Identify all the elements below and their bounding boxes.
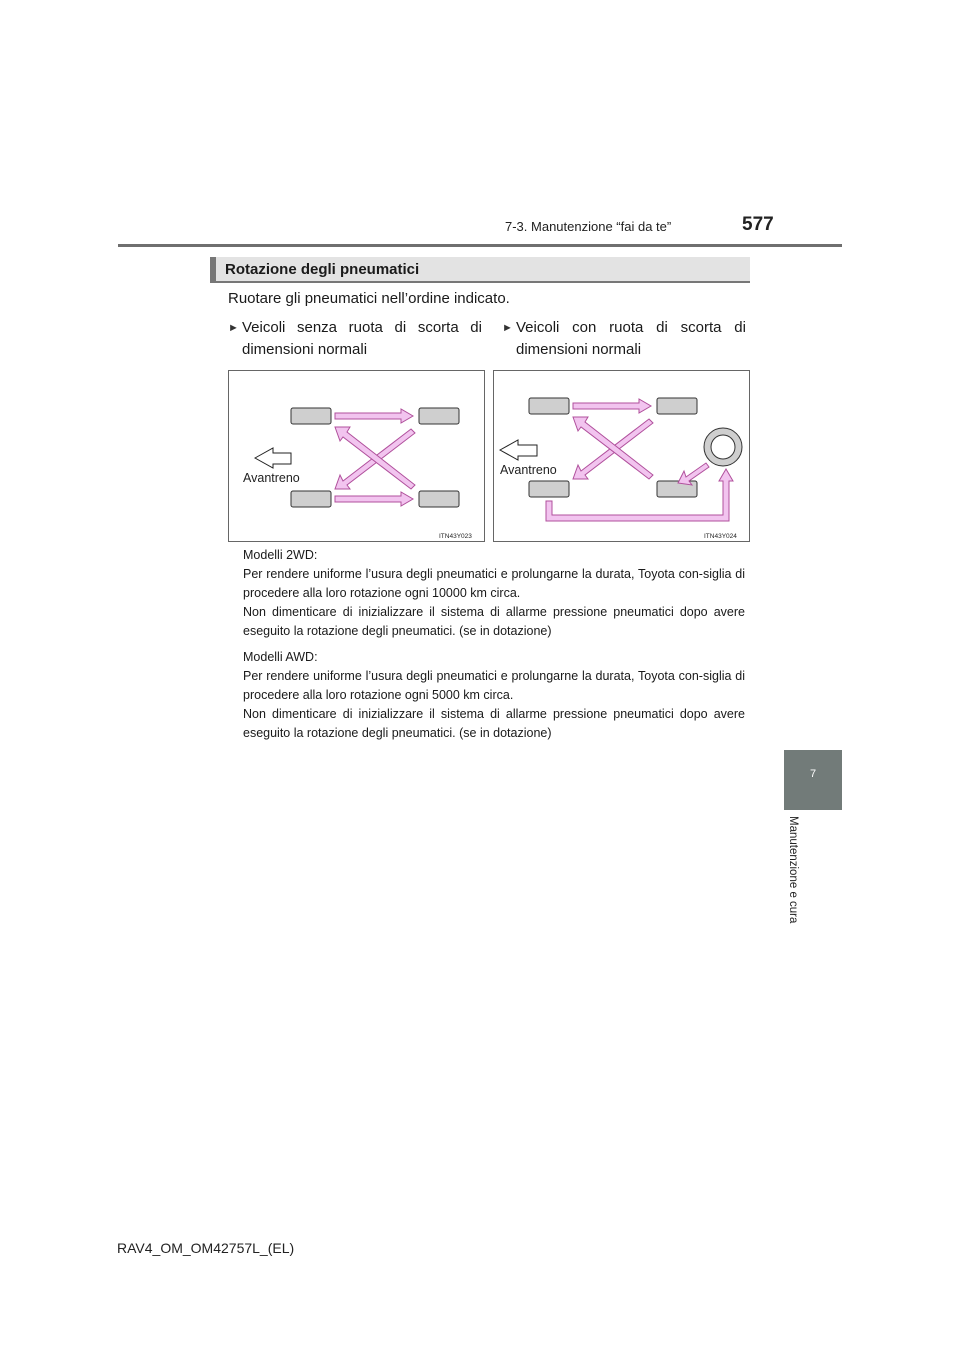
- caption-text: Veicoli con ruota di scorta di dimensioni normali: [516, 319, 746, 358]
- chapter-tab: [784, 750, 842, 810]
- model-awd-body: [243, 667, 745, 743]
- model-2wd-text-2: Non dimenticare di inizializzare il sistema di allarme pressione pneumatici dopo avere eseguito la rotazione degli pneumatici. (se in dotazione): [243, 605, 745, 638]
- header-divider: [118, 244, 842, 247]
- footer-doc-code: RAV4_OM_OM42757L_(EL): [117, 1240, 295, 1256]
- bullet-triangle-icon: ►: [228, 322, 239, 334]
- tire-front-left: [529, 398, 569, 414]
- chapter-title: Manutenzione e cura: [787, 816, 799, 924]
- figure-code: ITN43Y023: [439, 533, 472, 540]
- tire-front-right: [291, 491, 331, 507]
- model-awd-text-2: Non dimenticare di inizializzare il sistema di allarme pressione pneumatici dopo avere eseguito la rotazione degli pneumatici. (se in dotazione): [243, 707, 745, 740]
- section-title: Rotazione degli pneumatici: [225, 261, 420, 278]
- intro-text: Ruotare gli pneumatici nell’ordine indicato.: [228, 290, 510, 307]
- caption-text: Veicoli senza ruota di scorta di dimensioni normali: [242, 319, 482, 358]
- rotation-arrow-top: [335, 409, 413, 423]
- figure-caption-no-spare: [228, 317, 482, 361]
- rotation-arrow-top: [573, 399, 651, 413]
- page-number: 577: [742, 214, 774, 235]
- tire-rear-left: [419, 408, 459, 424]
- tire-rear-right: [419, 491, 459, 507]
- header-section-title: 7-3. Manutenzione “fai da te”: [505, 219, 672, 234]
- label-avantreno: Avantreno: [243, 471, 300, 485]
- figure-caption-with-spare: [502, 317, 746, 361]
- model-2wd-text-1: Per rendere uniforme l’usura degli pneumatici e prolungarne la durata, Toyota con-siglia di procedere alla loro rotazione ogni 10000 km circa.: [243, 567, 745, 600]
- model-awd-title: Modelli AWD:: [243, 650, 318, 664]
- front-direction-arrow-icon: [255, 448, 291, 468]
- chapter-title-vertical: [787, 816, 807, 940]
- bullet-triangle-icon: ►: [502, 322, 513, 334]
- model-2wd-title: Modelli 2WD:: [243, 548, 318, 562]
- label-avantreno: Avantreno: [500, 463, 557, 477]
- tire-rotation-diagram-with-spare: [493, 370, 750, 542]
- tire-front-left: [291, 408, 331, 424]
- front-direction-arrow-icon: [500, 440, 537, 460]
- tire-front-right: [529, 481, 569, 497]
- model-2wd-body: [243, 565, 745, 641]
- figure-code: ITN43Y024: [704, 533, 737, 540]
- tire-rotation-diagram-no-spare: [228, 370, 485, 542]
- section-heading: [210, 257, 750, 283]
- rotation-arrow-bottom: [335, 492, 413, 506]
- model-awd-text-1: Per rendere uniforme l’usura degli pneumatici e prolungarne la durata, Toyota con-siglia di procedere alla loro rotazione ogni 5000 km circa.: [243, 669, 745, 702]
- tire-rear-left: [657, 398, 697, 414]
- chapter-number: 7: [809, 768, 817, 780]
